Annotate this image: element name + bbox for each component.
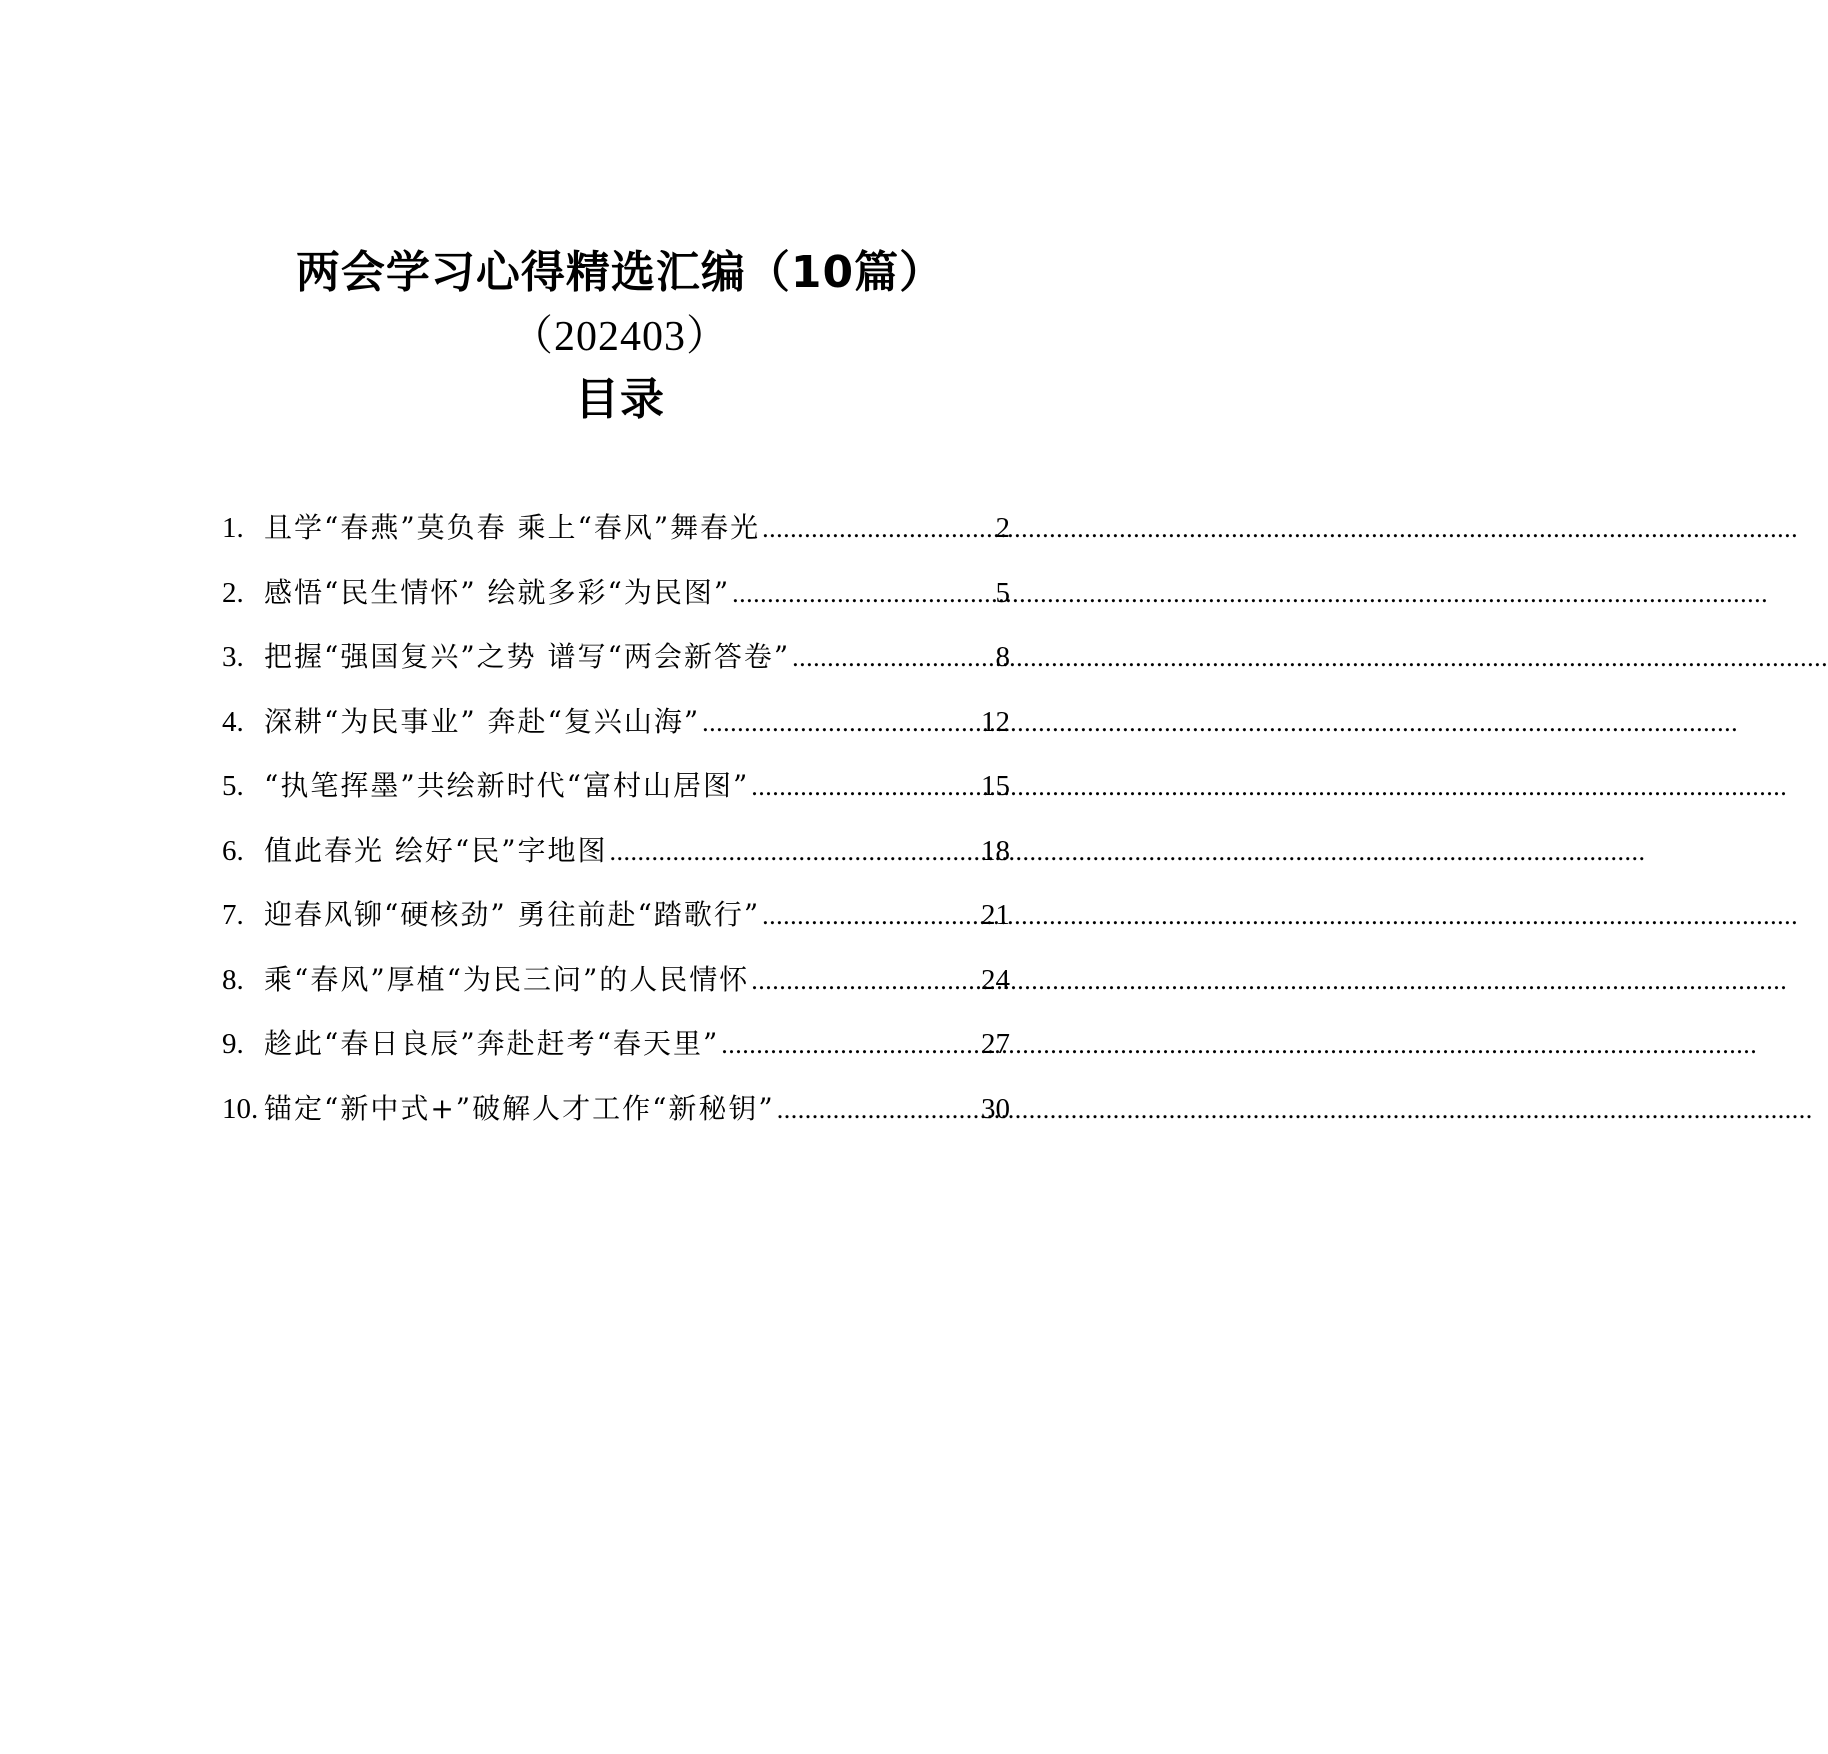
toc-entry-page: 5 <box>995 576 1010 609</box>
toc-entry-page: 8 <box>995 641 1010 673</box>
toc-entry-8[interactable] <box>222 960 1010 1025</box>
toc-entry-number: 5. <box>222 770 244 802</box>
toc-dot-leader <box>777 1090 979 1130</box>
toc-entry-6[interactable] <box>222 831 1010 896</box>
document-title: 两会学习心得精选汇编（10篇） <box>295 247 945 298</box>
toc-entry-number: 10. <box>222 1092 259 1125</box>
table-of-contents <box>222 508 1010 1153</box>
toc-dot-leader <box>610 832 979 872</box>
toc-entry-3[interactable] <box>222 637 1010 702</box>
toc-entry-page: 12 <box>981 705 1010 738</box>
toc-entry-page: 27 <box>981 1028 1010 1060</box>
toc-entry-title: 趁此“春日良辰”奔赴赶考“春天里” <box>264 1027 720 1060</box>
toc-entry-page: 15 <box>981 770 1010 802</box>
toc-dot-leader <box>721 1025 979 1065</box>
toc-entry-number: 9. <box>222 1028 244 1060</box>
toc-entry-page: 18 <box>981 834 1010 867</box>
toc-entry-title: 锚定“新中式+”破解人才工作“新秘钥” <box>264 1091 775 1125</box>
toc-entry-7[interactable] <box>222 895 1010 960</box>
toc-entry-1[interactable] <box>222 508 1010 573</box>
toc-dot-leader <box>762 896 979 936</box>
toc-entry-page: 2 <box>995 512 1010 544</box>
toc-entry-number: 2. <box>222 576 244 609</box>
toc-entry-page: 21 <box>981 899 1010 931</box>
toc-heading: 目录 <box>575 374 665 425</box>
document-date: （202403） <box>510 314 729 360</box>
toc-entry-title: 值此春光 绘好“民”字地图 <box>264 833 608 867</box>
toc-entry-title: 迎春风铆“硬核劲” 勇往前赴“踏歌行” <box>264 898 761 931</box>
toc-entry-number: 1. <box>222 512 244 544</box>
toc-entry-5[interactable] <box>222 766 1010 831</box>
toc-entry-title: 把握“强国复兴”之势 谱写“两会新答卷” <box>264 640 791 673</box>
toc-entry-number: 8. <box>222 963 244 996</box>
toc-entry-number: 3. <box>222 641 244 673</box>
toc-dot-leader <box>751 767 979 807</box>
toc-entry-number: 6. <box>222 834 244 867</box>
toc-dot-leader <box>792 638 993 678</box>
toc-entry-page: 30 <box>981 1092 1010 1125</box>
toc-entry-title: 乘“春风”厚植“为民三问”的人民情怀 <box>264 962 750 996</box>
toc-entry-number: 4. <box>222 705 244 738</box>
toc-entry-number: 7. <box>222 899 244 931</box>
toc-entry-10[interactable] <box>222 1089 1010 1154</box>
toc-dot-leader <box>751 961 979 1001</box>
toc-entry-title: 且学“春燕”莫负春 乘上“春风”舞春光 <box>264 511 761 544</box>
toc-entry-4[interactable] <box>222 702 1010 767</box>
toc-entry-title: “执笔挥墨”共绘新时代“富村山居图” <box>264 769 750 802</box>
toc-dot-leader <box>702 703 979 743</box>
toc-entry-2[interactable] <box>222 573 1010 638</box>
toc-dot-leader <box>732 574 993 614</box>
toc-entry-title: 感悟“民生情怀” 绘就多彩“为民图” <box>264 575 731 609</box>
toc-entry-title: 深耕“为民事业” 奔赴“复兴山海” <box>264 704 701 738</box>
toc-entry-9[interactable] <box>222 1024 1010 1089</box>
toc-entry-page: 24 <box>981 963 1010 996</box>
toc-dot-leader <box>762 509 993 549</box>
